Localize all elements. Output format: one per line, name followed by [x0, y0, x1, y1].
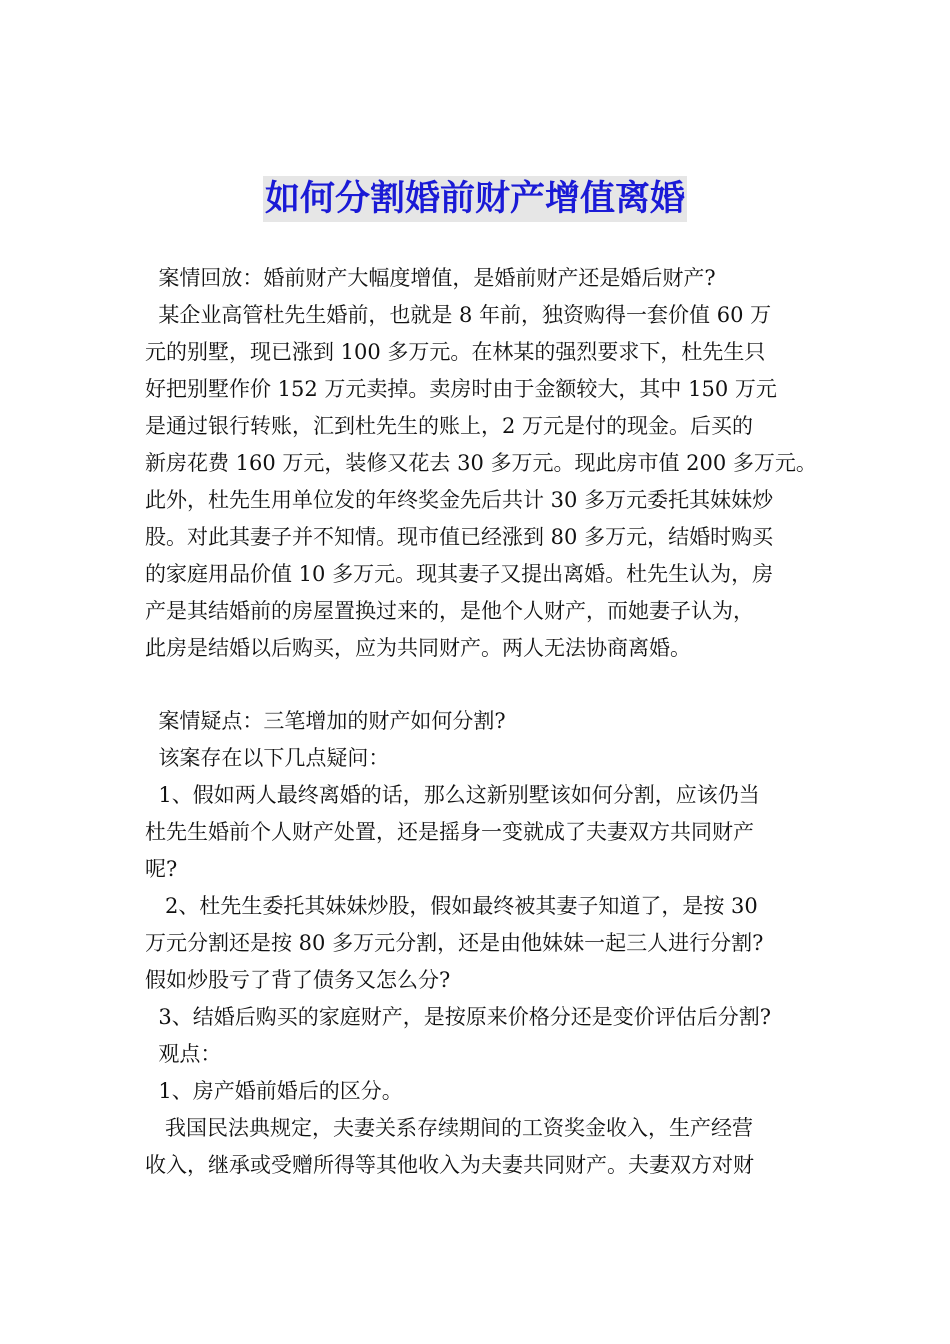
text-line: 1、房产婚前婚后的区分。 [145, 1079, 403, 1103]
text-line: 假如炒股亏了背了债务又怎么分? [145, 968, 451, 992]
text-line: 案情回放：婚前财产大幅度增值，是婚前财产还是婚后财产? [145, 266, 716, 290]
text-line: 我国民法典规定，夫妻关系存续期间的工资奖金收入，生产经营 [145, 1116, 754, 1140]
text-line: 万元分割还是按 80 多万元分割，还是由他妹妹一起三人进行分割? [145, 931, 764, 955]
document-title: 如何分割婚前财产增值离婚 [263, 176, 687, 222]
text-line: 元的别墅，现已涨到 100 多万元。在林某的强烈要求下，杜先生只 [145, 340, 766, 364]
text-line: 股。对此其妻子并不知情。现市值已经涨到 80 多万元，结婚时购买 [145, 525, 774, 549]
text-line: 此房是结婚以后购买，应为共同财产。两人无法协商离婚。 [145, 636, 691, 660]
text-line: 的家庭用品价值 10 多万元。现其妻子又提出离婚。杜先生认为，房 [145, 562, 774, 586]
text-line: 好把别墅作价 152 万元卖掉。卖房时由于金额较大，其中 150 万元 [145, 377, 777, 401]
text-line: 案情疑点：三笔增加的财产如何分割? [145, 709, 506, 733]
text-line: 某企业高管杜先生婚前，也就是 8 年前，独资购得一套价值 60 万 [145, 303, 772, 327]
text-line: 收入，继承或受赠所得等其他收入为夫妻共同财产。夫妻双方对财 [145, 1153, 754, 1177]
paragraph-gap [145, 667, 825, 703]
text-line: 杜先生婚前个人财产处置，还是摇身一变就成了夫妻双方共同财产 [145, 820, 754, 844]
document-body [145, 260, 825, 1184]
text-line: 2、杜先生委托其妹妹炒股，假如最终被其妻子知道了，是按 30 [145, 894, 758, 918]
text-line: 呢? [145, 857, 178, 881]
text-line: 新房花费 160 万元，装修又花去 30 多万元。现此房市值 200 多万元。 [145, 451, 817, 475]
text-line: 观点： [145, 1042, 222, 1066]
case-review-section [145, 260, 825, 667]
text-line: 产是其结婚前的房屋置换过来的，是他个人财产，而她妻子认为， [145, 599, 754, 623]
text-line: 1、假如两人最终离婚的话，那么这新别墅该如何分割，应该仍当 [145, 783, 760, 807]
text-line: 此外，杜先生用单位发的年终奖金先后共计 30 多万元委托其妹妹炒 [145, 488, 774, 512]
text-line: 3、结婚后购买的家庭财产，是按原来价格分还是变价评估后分割? [145, 1005, 771, 1029]
text-line: 该案存在以下几点疑问： [145, 746, 390, 770]
text-line: 是通过银行转账，汇到杜先生的账上，2 万元是付的现金。后买的 [145, 414, 754, 438]
case-questions-section [145, 703, 825, 1184]
title-container [0, 176, 950, 222]
